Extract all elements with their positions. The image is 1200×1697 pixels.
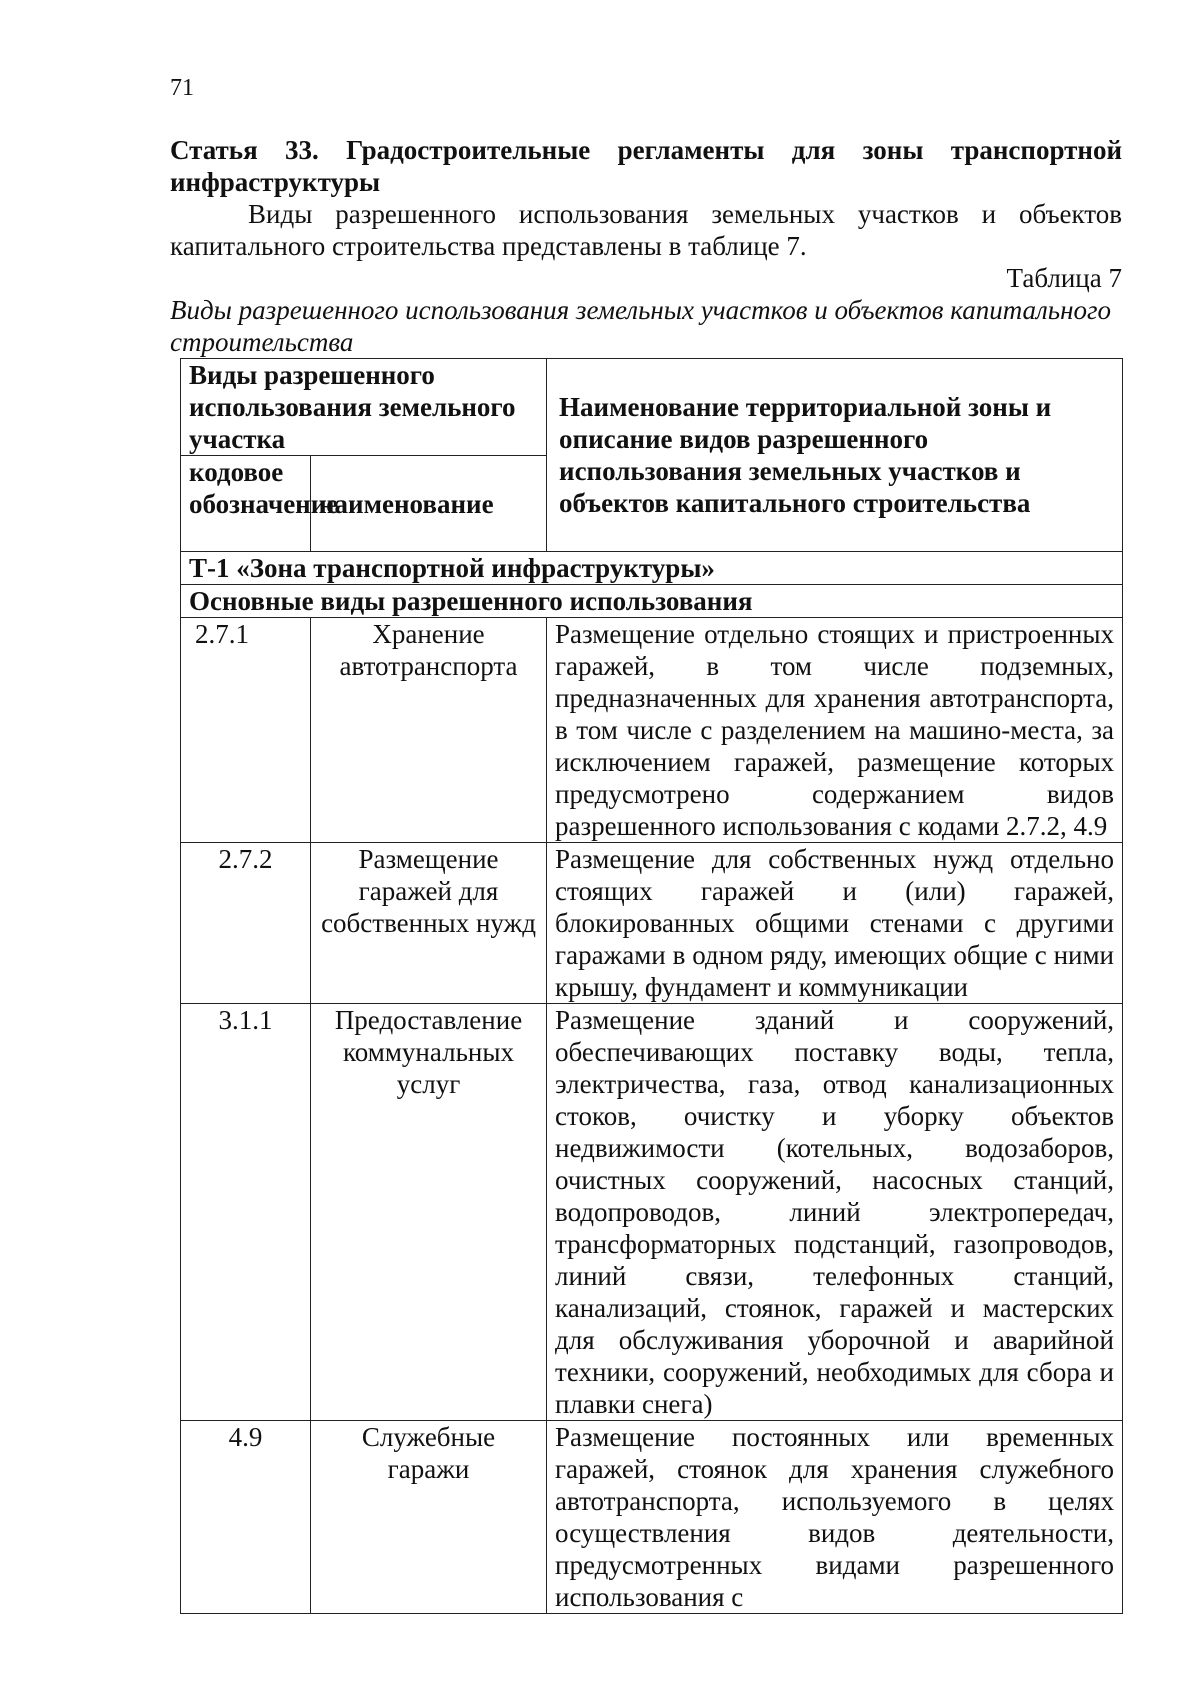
article-title: Статья 33. Градостроительные регламенты для зоны транспортной инфраструктуры bbox=[170, 135, 1122, 197]
section-title-row: Основные виды разрешенного использования bbox=[181, 585, 1123, 618]
row-name: Размещение гаражей для собственных нужд bbox=[311, 843, 547, 1004]
row-description: Размещение постоянных или временных гаражей, стоянок для хранения служебного автотранспорта, используемого в целях осуществления видов деятельности, предусмотренных видами разрешенного использования с bbox=[547, 1421, 1123, 1614]
header-name-cell: наименование bbox=[311, 456, 547, 552]
row-code: 2.7.1 bbox=[181, 618, 311, 843]
row-description: Размещение зданий и сооружений, обеспечивающих поставку воды, тепла, электричества, газа, отвод канализационных стоков, очистку и уборку объектов недвижимости (котельных, водозаборов, очистных сооружений, насосных станций, водопроводов, линий электропередач, трансформаторных подстанций, газопроводов, линий связи, телефонных станций, канализаций, стоянок, гаражей и мастерских для обслуживания уборочной и аварийной техники, сооружений, необходимых для сбора и плавки снега) bbox=[547, 1004, 1123, 1421]
row-code: 2.7.2 bbox=[181, 843, 311, 1004]
page-number: 71 bbox=[170, 75, 194, 101]
header-group-cell: Виды разрешенного использования земельного участка bbox=[181, 359, 547, 456]
table-row bbox=[181, 618, 1123, 843]
header-code-cell: кодовое обозначение bbox=[181, 456, 311, 552]
row-description: Размещение для собственных нужд отдельно стоящих гаражей и (или) гаражей, блокированных общими стенами с другими гаражами в одном ряду, имеющих общие с ними крышу, фундамент и коммуникации bbox=[547, 843, 1123, 1004]
table-row bbox=[181, 1004, 1123, 1421]
row-code: 3.1.1 bbox=[181, 1004, 311, 1421]
table-number: Таблица 7 bbox=[1006, 263, 1122, 293]
table-caption: Виды разрешенного использования земельных участков и объектов капитального строительства bbox=[170, 295, 1112, 357]
table-row bbox=[181, 1421, 1123, 1614]
intro-paragraph: Виды разрешенного использования земельных участков и объектов капитального строительства представлены в таблице 7. bbox=[170, 199, 1122, 261]
row-name: Служебные гаражи bbox=[311, 1421, 547, 1614]
row-description: Размещение отдельно стоящих и пристроенных гаражей, в том числе подземных, предназначенных для хранения автотранспорта, в том числе с разделением на машино-места, за исключением гаражей, размещение которых предусмотрено содержанием видов разрешенного использования с кодами 2.7.2, 4.9 bbox=[547, 618, 1123, 843]
zone-title-row: Т-1 «Зона транспортной инфраструктуры» bbox=[181, 552, 1123, 585]
row-code: 4.9 bbox=[181, 1421, 311, 1614]
header-description-cell: Наименование территориальной зоны и описание видов разрешенного использования земельных участков и объектов капитального строительства bbox=[547, 359, 1123, 552]
row-name: Хранение автотранспорта bbox=[311, 618, 547, 843]
permitted-use-table bbox=[180, 358, 1123, 1614]
table-row bbox=[181, 843, 1123, 1004]
row-name: Предоставление коммунальных услуг bbox=[311, 1004, 547, 1421]
